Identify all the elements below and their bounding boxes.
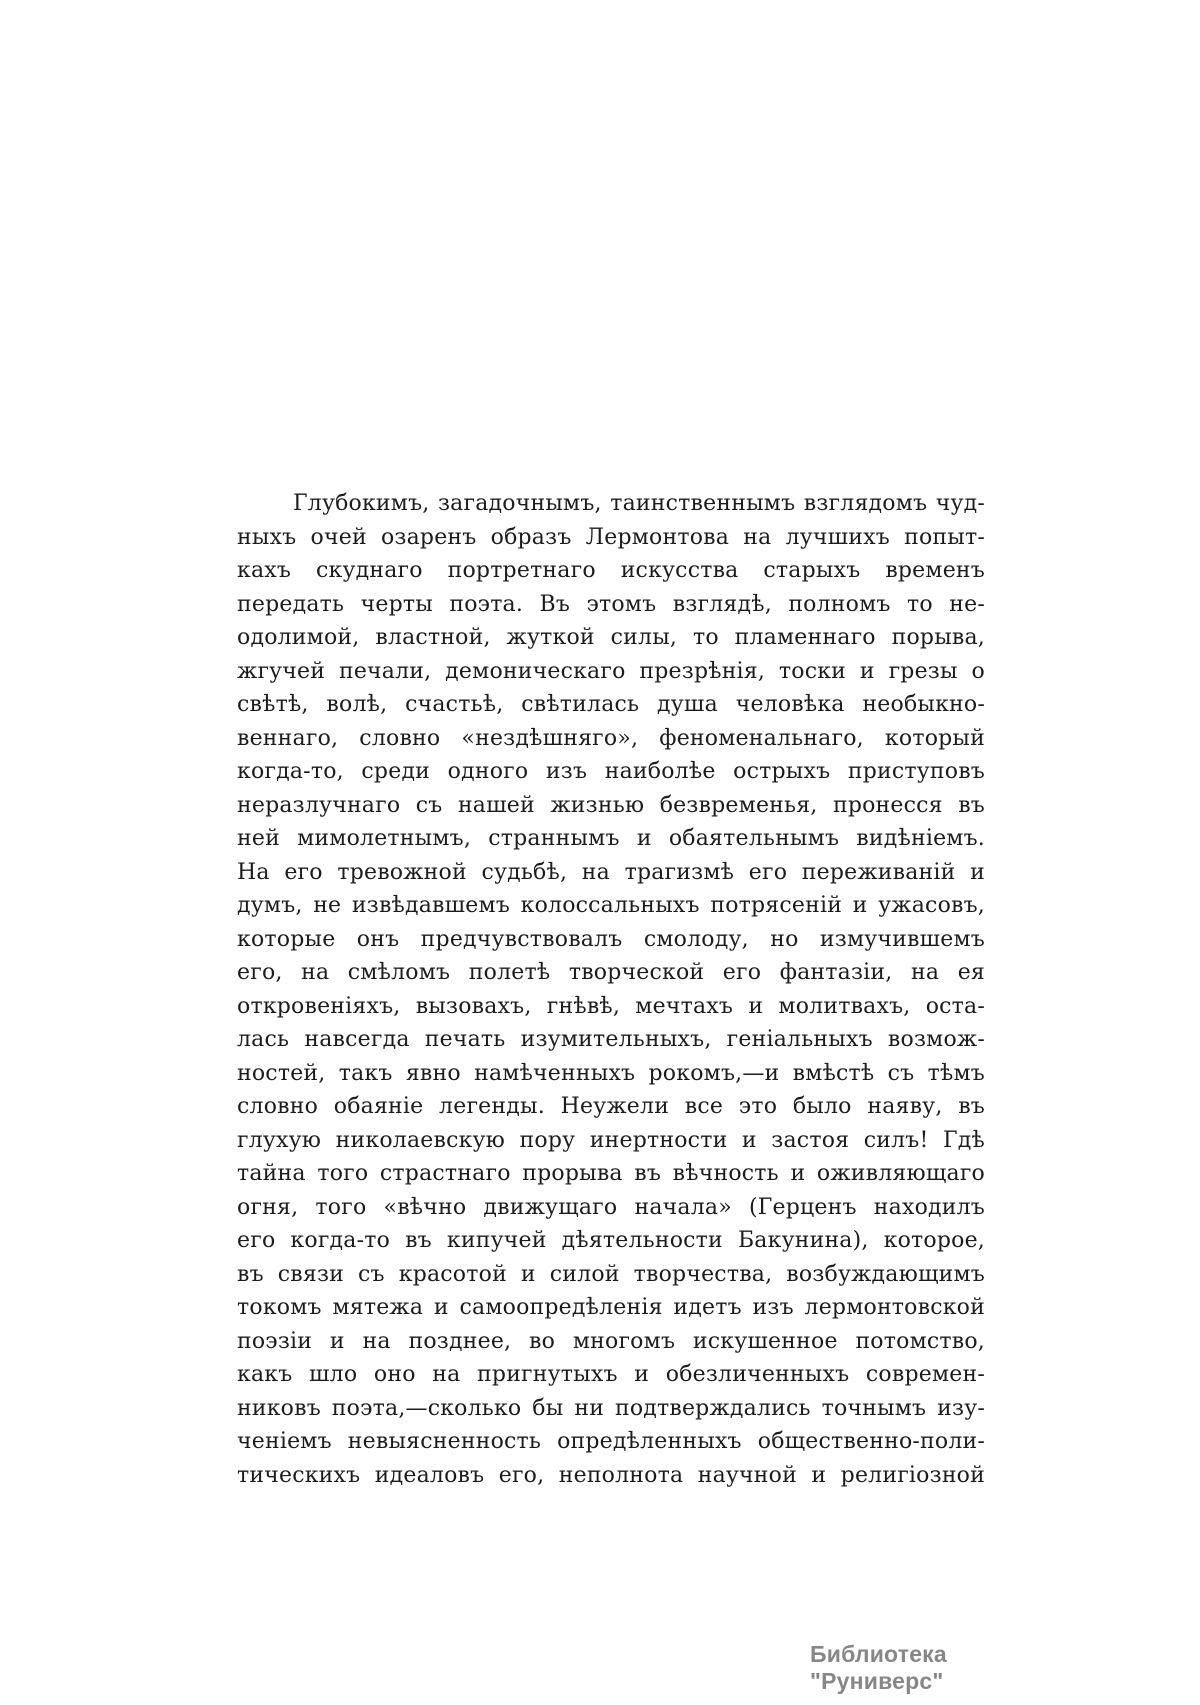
text-line: какъ шло оно на пригнутыхъ и обезличенныхъ современ- (237, 1362, 985, 1387)
text-line: тическихъ идеаловъ его, неполнота научной и религіозной (237, 1462, 985, 1488)
library-watermark: Библиотека "Руниверс" (810, 1641, 947, 1694)
text-line: поэзіи и на позднее, во многомъ искушенное потомство, (237, 1328, 985, 1354)
text-line: токомъ мятежа и самоопредѣленія идетъ изъ лермонтовской (237, 1295, 985, 1320)
text-line: глухую николаевскую пору инертности и застоя силъ! Гдѣ (237, 1127, 985, 1153)
text-line: которые онъ предчувствовалъ смолоду, но измучившемъ (237, 926, 985, 952)
text-line: огня, того «вѣчно движущаго начала» (Герценъ находилъ (237, 1194, 985, 1220)
paragraph (237, 487, 985, 1492)
text-line: одолимой, властной, жуткой силы, то пламеннаго порыва, (237, 625, 985, 650)
text-line: словно обаяніе легенды. Неужели все это было наяву, въ (237, 1094, 985, 1119)
text-line: никовъ поэта,—сколько бы ни подтверждались точнымъ изу- (237, 1395, 985, 1421)
text-line: его когда-то въ кипучей дѣятельности Бакунина), которое, (237, 1228, 985, 1253)
text-line: неразлучнаго съ нашей жизнью безвременья, пронесся въ (237, 792, 985, 818)
text-line: передать черты поэта. Въ этомъ взглядѣ, полномъ то не- (237, 591, 985, 617)
text-line: тайна того страстнаго прорыва въ вѣчность и оживляющаго (237, 1161, 985, 1186)
text-line: ченіемъ невыясненность опредѣленныхъ общественно-поли- (237, 1429, 985, 1454)
text-line: Глубокимъ, загадочнымъ, таинственнымъ взглядомъ чуд- (293, 491, 985, 516)
text-line: думъ, не извѣдавшемъ колоссальныхъ потрясеній и ужасовъ, (237, 893, 985, 918)
text-line: ныхъ очей озаренъ образъ Лермонтова на лучшихъ попыт- (237, 524, 985, 550)
text-line: лась навсегда печать изумительныхъ, геніальныхъ возмож- (237, 1027, 985, 1052)
text-line: кахъ скуднаго портретнаго искусства старыхъ временъ (237, 558, 985, 583)
text-line: въ связи съ красотой и силой творчества, возбуждающимъ (237, 1261, 985, 1287)
text-line: его, на смѣломъ полетѣ творческой его фантазіи, на ея (237, 960, 985, 985)
text-line: На его тревожной судьбѣ, на трагизмѣ его переживаній и (237, 859, 985, 885)
text-line: жгучей печали, демоническаго презрѣнія, тоски и грезы о (237, 658, 985, 684)
text-line: когда-то, среди одного изъ наиболѣе острыхъ приступовъ (237, 759, 985, 784)
text-line: веннаго, словно «нездѣшняго», феноменальнаго, который (237, 725, 985, 751)
text-line: ностей, такъ явно намѣченныхъ рокомъ,—и вмѣстѣ съ тѣмъ (237, 1060, 985, 1086)
text-line: свѣтѣ, волѣ, счастьѣ, свѣтилась душа человѣка необыкно- (237, 692, 985, 717)
text-line: ней мимолетнымъ, страннымъ и обаятельнымъ видѣніемъ. (237, 826, 985, 851)
text-line: откровеніяхъ, вызовахъ, гнѣвѣ, мечтахъ и молитвахъ, оста- (237, 993, 985, 1019)
